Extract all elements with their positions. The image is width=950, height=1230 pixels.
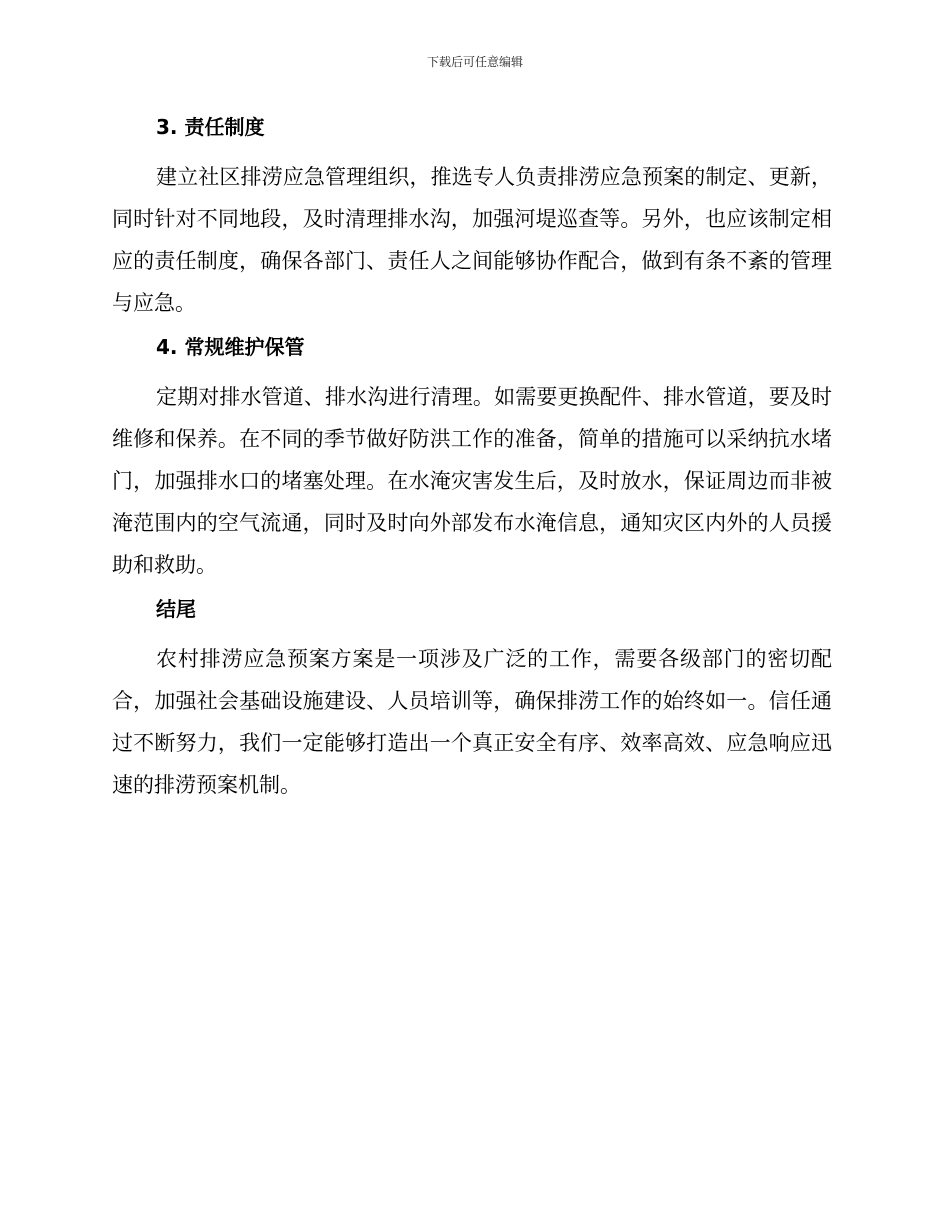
section-paragraph: 建立社区排涝应急管理组织，推选专人负责排涝应急预案的制定、更新，同时针对不同地段，及时清理排水沟，加强河堤巡查等。另外，也应该制定相应的责任制度，确保各部门、责任人之间能够协作配合，做到有条不紊的管理与应急。 xyxy=(112,165,832,315)
section-paragraph: 农村排涝应急预案方案是一项涉及广泛的工作，需要各级部门的密切配合，加强社会基础设施建设、人员培训等，确保排涝工作的始终如一。信任通过不断努力，我们一定能够打造出一个真正安全有序、效率高效、应急响应迅速的排涝预案机制。 xyxy=(112,647,832,797)
section-conclusion xyxy=(112,594,832,806)
section-routine-maintenance xyxy=(112,332,832,586)
section-heading: 结尾 xyxy=(156,597,196,621)
section-paragraph: 定期对排水管道、排水沟进行清理。如需要更换配件、排水管道，要及时维修和保养。在不同的季节做好防洪工作的准备，简单的措施可以采纳抗水堵门，加强排水口的堵塞处理。在水淹灾害发生后，及时放水，保证周边而非被淹范围内的空气流通，同时及时向外部发布水淹信息，通知灾区内外的人员援助和救助。 xyxy=(112,385,832,577)
document-body xyxy=(112,112,832,814)
page-header: 下载后可任意编辑 xyxy=(426,55,523,69)
section-heading: 4. 常规维护保管 xyxy=(156,335,305,359)
section-heading: 3. 责任制度 xyxy=(156,115,265,139)
section-responsibility-system xyxy=(112,112,832,324)
